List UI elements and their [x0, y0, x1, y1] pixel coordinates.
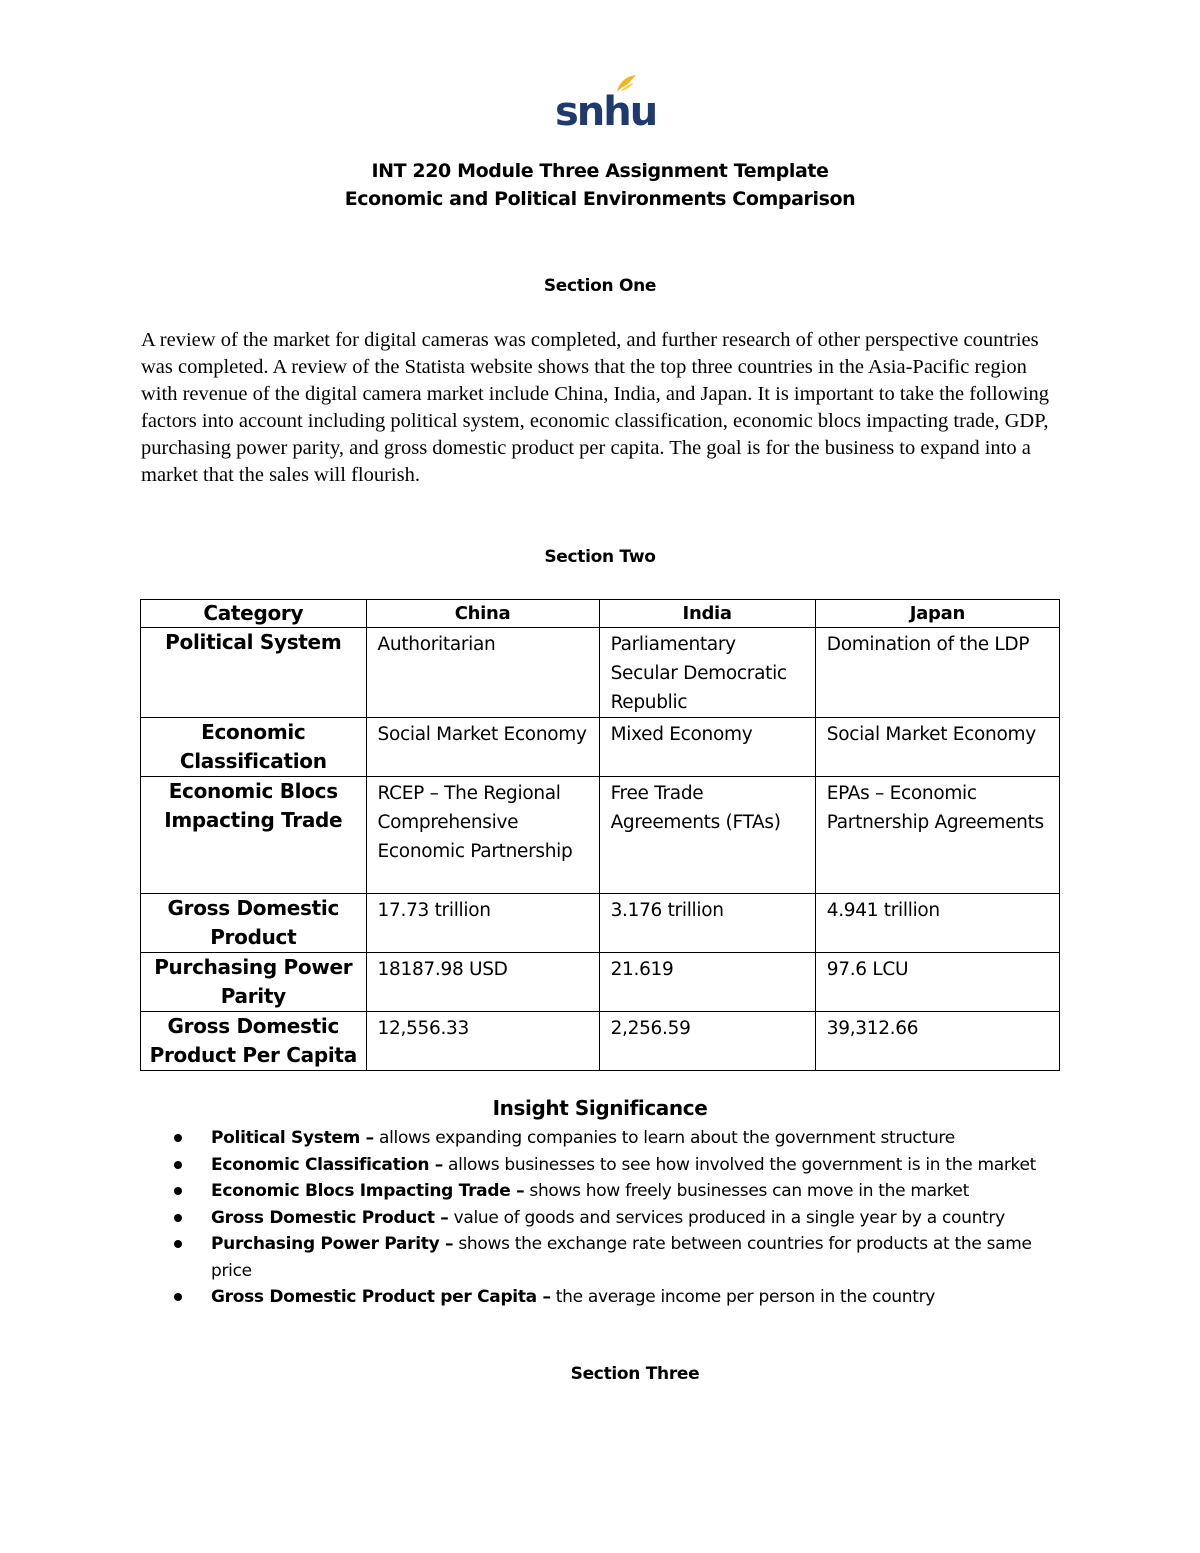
table-cell: 4.941 trillion	[815, 894, 1059, 953]
list-item	[211, 1152, 1071, 1179]
insight-term: Political System –	[211, 1128, 374, 1148]
table-cell: Social Market Economy	[815, 718, 1059, 777]
insight-desc: allows expanding companies to learn about the government structure	[373, 1128, 955, 1148]
document-subtitle: Economic and Political Environments Comparison	[344, 188, 856, 210]
document-title: INT 220 Module Three Assignment Template	[371, 160, 829, 182]
table-cell: EPAs – Economic Partnership Agreements	[815, 777, 1059, 894]
table-cell: 2,256.59	[599, 1012, 815, 1071]
list-item	[211, 1284, 1071, 1311]
table-cell: Social Market Economy	[366, 718, 599, 777]
insight-desc: allows businesses to see how involved the government is in the market	[442, 1154, 1036, 1175]
section-one-paragraph: A review of the market for digital cameras was completed, and further research of other perspective countries was completed. A review of the Statista website shows that the top three countries in the Asia-Pacific region with revenue of the digital camera market include China, India, and Japan. It is important to take the following factors into account including political system, economic classification, economic blocs impacting trade, GDP, purchasing power parity, and gross domestic product per capita. The goal is for the business to expand into a market that the sales will flourish.	[141, 329, 1049, 486]
row-label: Gross Domestic Product Per Capita	[141, 1012, 367, 1071]
insight-list	[211, 1125, 1071, 1311]
table-cell: 12,556.33	[366, 1012, 599, 1071]
table-row	[141, 894, 1060, 953]
bullet-icon	[174, 1293, 182, 1301]
table-cell: Parliamentary Secular Democratic Republic	[599, 628, 815, 718]
section-three-heading: Section Three	[570, 1364, 700, 1384]
list-item	[211, 1205, 1071, 1232]
table-row	[141, 718, 1060, 777]
insight-term: Gross Domestic Product –	[211, 1207, 449, 1228]
table-row	[141, 1012, 1060, 1071]
comparison-table	[140, 599, 1060, 1071]
list-item	[211, 1125, 1071, 1152]
table-cell: 39,312.66	[815, 1012, 1059, 1071]
row-label: Gross Domestic Product	[141, 894, 367, 953]
bullet-icon	[174, 1134, 182, 1142]
section-two-heading: Section Two	[544, 547, 656, 567]
table-row	[141, 777, 1060, 894]
bullet-icon	[174, 1187, 182, 1195]
table-cell: RCEP – The Regional Comprehensive Economic Partnership	[366, 777, 599, 894]
insight-desc: shows how freely businesses can move in the market	[524, 1181, 969, 1201]
row-label: Economic Blocs Impacting Trade	[141, 777, 367, 894]
table-header-row	[141, 600, 1060, 628]
table-cell: 17.73 trillion	[366, 894, 599, 953]
snhu-logo	[555, 74, 657, 135]
table-cell: 21.619	[599, 953, 815, 1012]
list-item	[211, 1231, 1071, 1284]
table-cell: Authoritarian	[366, 628, 599, 718]
insight-desc: the average income per person in the country	[550, 1287, 936, 1307]
table-cell: 97.6 LCU	[815, 953, 1059, 1012]
logo-wordmark: snhu	[555, 89, 657, 135]
bullet-icon	[174, 1161, 182, 1169]
bullet-icon	[174, 1240, 182, 1248]
table-cell: Free Trade Agreements (FTAs)	[599, 777, 815, 894]
insight-desc: shows the exchange rate between countries for products at the same price	[211, 1234, 1032, 1281]
header-japan: Japan	[815, 600, 1059, 628]
table-cell: Mixed Economy	[599, 718, 815, 777]
row-label: Political System	[141, 628, 367, 718]
list-item	[211, 1178, 1071, 1205]
table-cell: 18187.98 USD	[366, 953, 599, 1012]
header-india: India	[599, 600, 815, 628]
table-cell: Domination of the LDP	[815, 628, 1059, 718]
insight-desc: value of goods and services produced in a single year by a country	[448, 1207, 1005, 1228]
row-label: Economic Classification	[141, 718, 367, 777]
section-one-heading: Section One	[543, 276, 657, 296]
insight-heading: Insight Significance	[492, 1096, 708, 1120]
header-china: China	[366, 600, 599, 628]
bullet-icon	[174, 1214, 182, 1222]
table-row	[141, 953, 1060, 1012]
insight-term: Purchasing Power Parity –	[211, 1234, 454, 1254]
insight-term: Gross Domestic Product per Capita –	[211, 1287, 551, 1307]
table-row	[141, 628, 1060, 718]
header-category: Category	[141, 600, 367, 628]
row-label: Purchasing Power Parity	[141, 953, 367, 1012]
insight-term: Economic Blocs Impacting Trade –	[211, 1181, 525, 1201]
table-cell: 3.176 trillion	[599, 894, 815, 953]
insight-term: Economic Classification –	[211, 1154, 443, 1175]
